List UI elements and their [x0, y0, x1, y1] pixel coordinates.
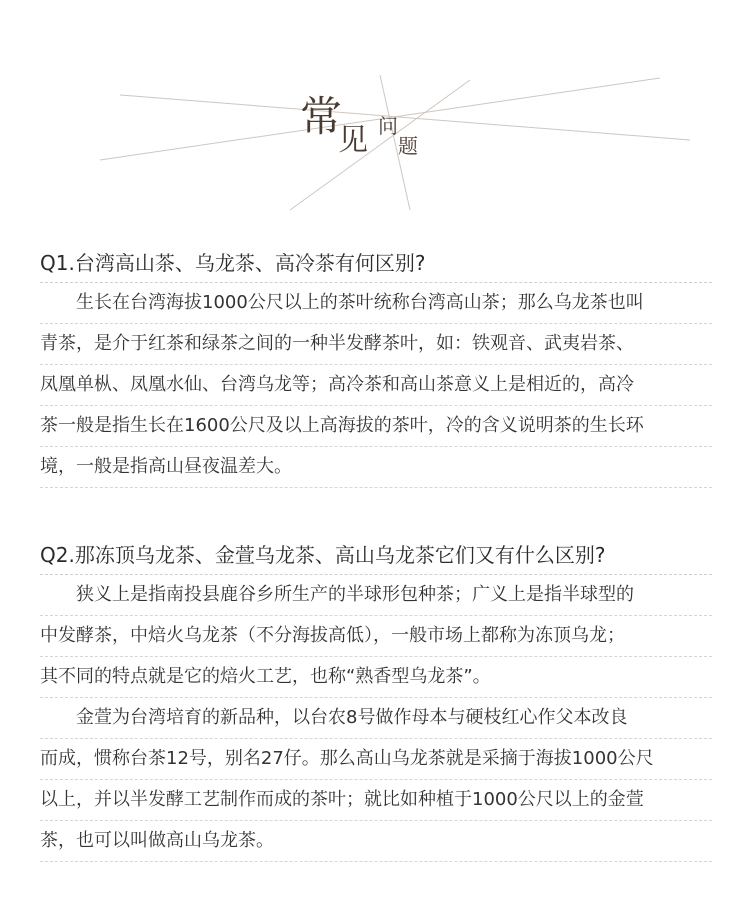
faq-answer-2-line: 狭义上是指南投县鹿谷乡所生产的半球形包种茶；广义上是指半球型的	[40, 575, 712, 616]
faq-answer-2-line: 茶，也可以叫做高山乌龙茶。	[40, 821, 712, 862]
faq-answer-2-line: 中发酵茶，中焙火乌龙茶（不分海拔高低），一般市场上都称为冻顶乌龙；	[40, 616, 712, 657]
faq-answer-2-line: 金萱为台湾培育的新品种，以台农8号做作母本与硬枝红心作父本改良	[40, 698, 712, 739]
faq-item-2	[40, 540, 712, 862]
faq-answer-1-line: 境，一般是指高山昼夜温差大。	[40, 447, 712, 488]
faq-answer-2-line: 其不同的特点就是它的焙火工艺，也称“熟香型乌龙茶”。	[40, 657, 712, 698]
faq-header	[0, 0, 750, 230]
faq-answer-1-line: 青茶，是介于红茶和绿茶之间的一种半发酵茶叶，如：铁观音、武夷岩茶、	[40, 324, 712, 365]
faq-item-1	[40, 248, 712, 488]
faq-question-2: Q2.那冻顶乌龙茶、金萱乌龙茶、高山乌龙茶它们又有什么区别?	[40, 540, 712, 575]
faq-answer-1-line: 凤凰单枞、凤凰水仙、台湾乌龙等；高冷茶和高山茶意义上是相近的，高冷	[40, 365, 712, 406]
faq-answer-1-line: 茶一般是指生长在1600公尺及以上高海拔的茶叶，冷的含义说明茶的生长环	[40, 406, 712, 447]
title-char-wen: 问	[378, 114, 398, 138]
title-char-chang: 常	[300, 92, 343, 141]
crossed-lines-decoration	[0, 0, 750, 230]
title-char-jian: 见	[338, 123, 368, 158]
title-char-ti: 题	[398, 134, 418, 158]
faq-question-1: Q1.台湾高山茶、乌龙茶、高冷茶有何区别?	[40, 248, 712, 283]
faq-answer-2-line: 以上，并以半发酵工艺制作而成的茶叶；就比如种植于1000公尺以上的金萱	[40, 780, 712, 821]
faq-answer-2-line: 而成，惯称台茶12号，别名27仔。那么高山乌龙茶就是采摘于海拔1000公尺	[40, 739, 712, 780]
faq-answer-1-line: 生长在台湾海拔1000公尺以上的茶叶统称台湾高山茶；那么乌龙茶也叫	[40, 283, 712, 324]
